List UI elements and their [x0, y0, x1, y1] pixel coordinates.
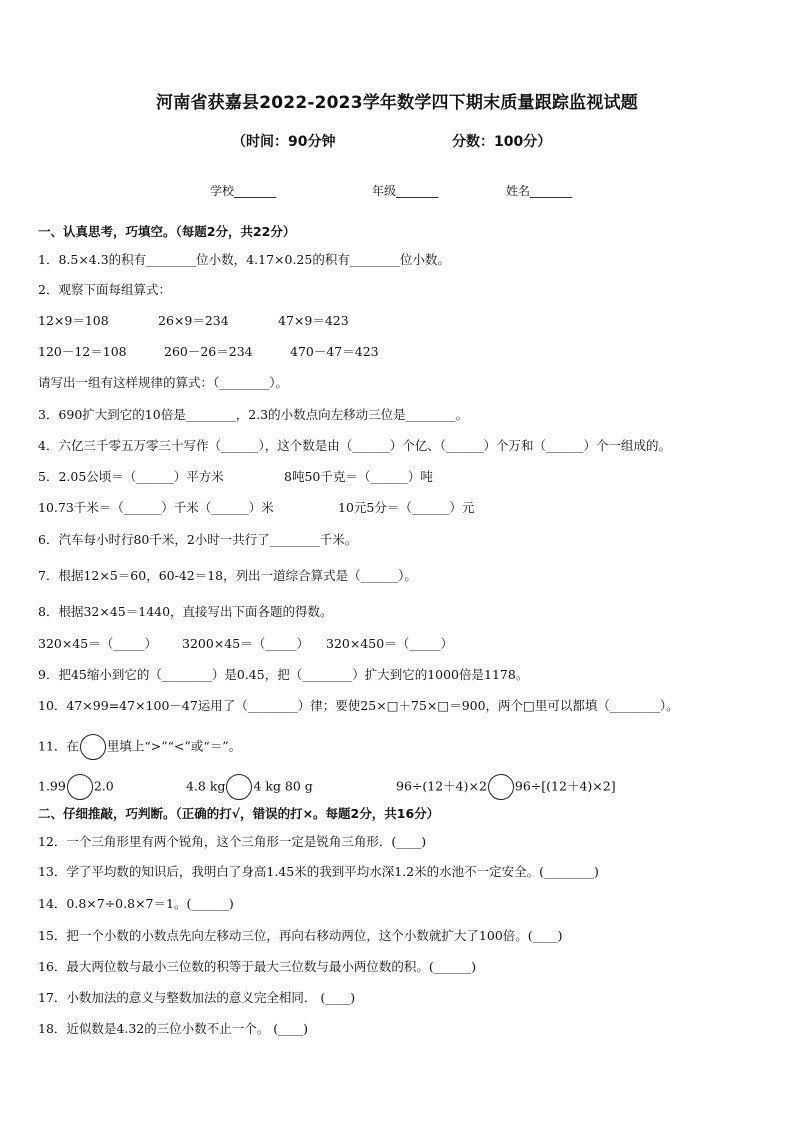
- compare-left: 96÷(12＋4)×2: [396, 778, 487, 794]
- exam-score: 分数：100分）: [452, 134, 552, 150]
- question-2-row-a: [38, 313, 349, 329]
- page-title: 河南省获嘉县2022-2023学年数学四下期末质量跟踪监视试题: [156, 93, 638, 113]
- question-5-row-a: [38, 469, 433, 485]
- blank-calculation: 3200×45＝（_____）: [182, 636, 309, 651]
- equation: 120－12＝108: [38, 344, 127, 359]
- exam-time: （时间：90分钟: [232, 134, 336, 150]
- question-11: [38, 734, 241, 760]
- question-6: 6．汽车每小时行80千米，2小时一共行了________千米。: [38, 532, 358, 547]
- equation: 26×9＝234: [158, 313, 229, 328]
- question-9: 9．把45缩小到它的（________）是0.45，把（________）扩大到它的1000倍是1178。: [38, 667, 529, 682]
- blank-calculation: 320×450＝（_____）: [326, 636, 453, 651]
- circle-blank: [67, 774, 93, 800]
- conversion: 10.73千米＝（______）千米（______）米: [38, 500, 274, 515]
- question-14: 14．0.8×7÷0.8×7＝1。(______): [38, 896, 234, 911]
- question-2-prompt: 请写出一组有这样规律的算式：（________）。: [38, 375, 289, 390]
- question-13: 13．学了平均数的知识后，我明白了身高1.45米的我到平均水深1.2米的水池不一定安全。(________): [38, 864, 599, 879]
- blank-calculation: 320×45＝（_____）: [38, 636, 157, 651]
- school-field: 学校_______: [210, 184, 277, 198]
- question-15: 15．把一个小数的小数点先向左移动三位，再向右移动两位，这个小数就扩大了100倍。(____): [38, 928, 563, 943]
- compare-left: 4.8 kg: [186, 778, 226, 794]
- question-12: 12．一个三角形里有两个锐角，这个三角形一定是锐角三角形．(____): [38, 834, 427, 849]
- question-11-comparisons: [38, 774, 616, 800]
- circle-blank: [488, 774, 514, 800]
- question-2-row-b: [38, 344, 379, 360]
- conversion: 5．2.05公顷＝（______）平方米: [38, 469, 224, 484]
- compare-left: 1.99: [38, 778, 66, 794]
- compare-right: 2.0: [93, 778, 114, 794]
- question-11-prefix: 11．在: [38, 738, 79, 754]
- equation: 47×9＝423: [278, 313, 349, 328]
- question-7: 7．根据12×5＝60，60-42＝18，列出一道综合算式是（______）。: [38, 568, 417, 583]
- question-10: 10．47×99=47×100－47运用了（________）律；要使25×□＋75×□＝900，两个□里可以都填（________）。: [38, 698, 679, 713]
- question-2: 2．观察下面每组算式：: [38, 282, 171, 297]
- question-3: 3．690扩大到它的10倍是________，2.3的小数点向左移动三位是________。: [38, 407, 469, 422]
- question-18: 18．近似数是4.32的三位小数不止一个。 (____): [38, 1021, 308, 1036]
- compare-right: 4 kg 80 g: [253, 778, 313, 794]
- question-8: 8．根据32×45＝1440，直接写出下面各题的得数。: [38, 604, 333, 619]
- question-1: 1．8.5×4.3的积有________位小数，4.17×0.25的积有________位小数。: [38, 252, 450, 267]
- grade-field: 年级_______: [372, 184, 439, 198]
- section-2-heading: 二、仔细推敲，巧判断。（正确的打√，错误的打×。每题2分，共16分）: [38, 806, 440, 821]
- conversion: 10元5分＝（______）元: [338, 500, 475, 515]
- circle-blank: [226, 774, 252, 800]
- equation: 470－47＝423: [290, 344, 379, 359]
- question-17: 17．小数加法的意义与整数加法的意义完全相同． (____): [38, 990, 356, 1005]
- conversion: 8吨50千克＝（______）吨: [284, 469, 433, 484]
- question-5-row-b: [38, 500, 474, 516]
- comparison-2: [186, 774, 396, 800]
- name-field: 姓名_______: [506, 184, 573, 198]
- comparison-3: [396, 774, 616, 800]
- comparison-1: [38, 774, 186, 800]
- question-8-row: [38, 636, 453, 652]
- circle-blank: [80, 734, 106, 760]
- question-16: 16．最大两位数与最小三位数的积等于最大三位数与最小两位数的积。(______): [38, 959, 477, 974]
- question-4: 4．六亿三千零五万零三十写作（______），这个数是由（______）个亿、（______）个万和（______）个一组成的。: [38, 438, 671, 453]
- equation: 12×9＝108: [38, 313, 109, 328]
- question-11-suffix: 里填上“>”“<”或“＝”。: [106, 738, 242, 754]
- compare-right: 96÷[(12＋4)×2]: [514, 778, 616, 794]
- equation: 260－26＝234: [164, 344, 253, 359]
- section-1-heading: 一、认真思考，巧填空。（每题2分，共22分）: [38, 224, 296, 239]
